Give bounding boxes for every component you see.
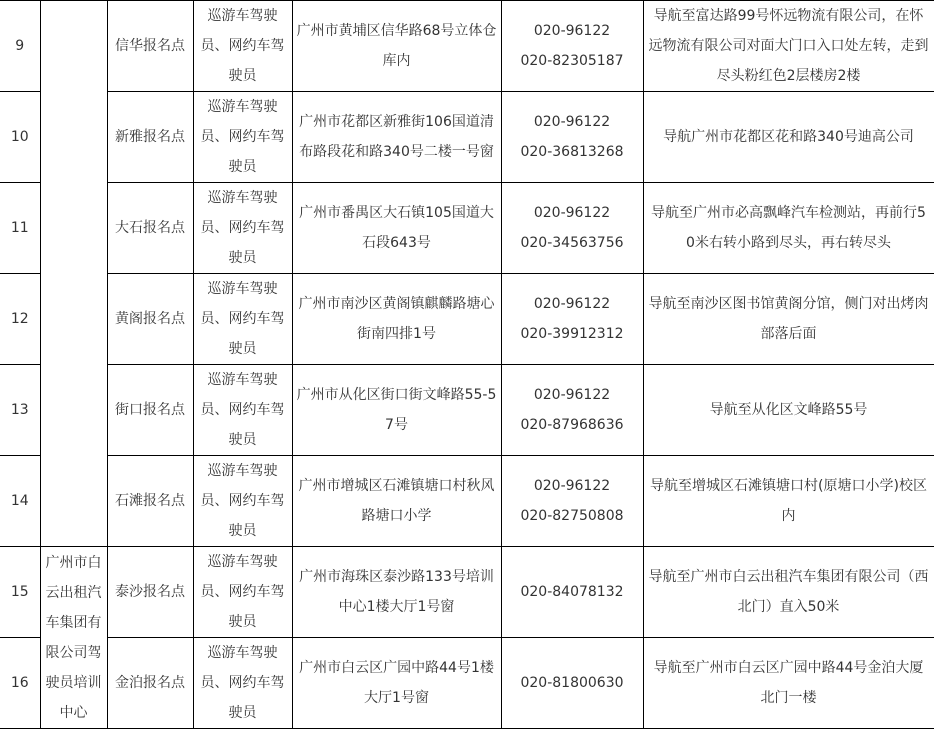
navigation-guide: 导航至从化区文峰路55号 (643, 365, 934, 456)
registration-point-name: 黄阁报名点 (107, 274, 193, 365)
target-drivers: 巡游车驾驶员、网约车驾驶员 (193, 365, 292, 456)
registration-point-name: 街口报名点 (107, 365, 193, 456)
registration-point-name: 新雅报名点 (107, 92, 193, 183)
phone-primary: 020-96122 (533, 387, 611, 403)
target-drivers: 巡游车驾驶员、网约车驾驶员 (193, 547, 292, 638)
row-number: 15 (0, 547, 40, 638)
address: 广州市花都区新雅街106国道清布路段花和路340号二楼一号窗 (292, 92, 501, 183)
row-number: 12 (0, 274, 40, 365)
phone-cell (501, 274, 643, 365)
table-row (0, 274, 934, 365)
navigation-guide: 导航至增城区石滩镇塘口村(原塘口小学)校区内 (643, 456, 934, 547)
table-row (0, 1, 934, 92)
target-drivers: 巡游车驾驶员、网约车驾驶员 (193, 183, 292, 274)
target-drivers: 巡游车驾驶员、网约车驾驶员 (193, 1, 292, 92)
navigation-guide: 导航广州市花都区花和路340号迪高公司 (643, 92, 934, 183)
phone-primary: 020-96122 (533, 114, 611, 130)
phone-secondary: 020-36813268 (520, 144, 624, 160)
address: 广州市海珠区泰沙路133号培训中心1楼大厅1号窗 (292, 547, 501, 638)
phone-primary: 020-96122 (533, 23, 611, 39)
navigation-guide: 导航至广州市白云区广园中路44号金泊大厦北门一楼 (643, 638, 934, 729)
table-row (0, 183, 934, 274)
phone-cell (501, 547, 643, 638)
phone-cell (501, 456, 643, 547)
address: 广州市黄埔区信华路68号立体仓库内 (292, 1, 501, 92)
phone-primary: 020-96122 (533, 205, 611, 221)
table-row (0, 92, 934, 183)
phone-secondary: 020-34563756 (520, 235, 624, 251)
phone-secondary: 020-82750808 (520, 508, 624, 524)
navigation-guide: 导航至南沙区图书馆黄阁分馆，侧门对出烤肉部落后面 (643, 274, 934, 365)
navigation-guide: 导航至富达路99号怀远物流有限公司，在怀远物流有限公司对面大门口入口处左转，走到尽头粉红色2层楼房2楼 (643, 1, 934, 92)
registration-point-name: 金泊报名点 (107, 638, 193, 729)
address: 广州市番禺区大石镇105国道大石段643号 (292, 183, 501, 274)
registration-point-name: 大石报名点 (107, 183, 193, 274)
target-drivers: 巡游车驾驶员、网约车驾驶员 (193, 274, 292, 365)
registration-point-name: 泰沙报名点 (107, 547, 193, 638)
target-drivers: 巡游车驾驶员、网约车驾驶员 (193, 638, 292, 729)
registration-point-name: 信华报名点 (107, 1, 193, 92)
phone-secondary: 020-82305187 (520, 53, 624, 69)
phone-cell (501, 92, 643, 183)
table-row (0, 638, 934, 729)
row-number: 14 (0, 456, 40, 547)
address: 广州市白云区广园中路44号1楼大厅1号窗 (292, 638, 501, 729)
phone-secondary: 020-39912312 (520, 326, 624, 342)
row-number: 13 (0, 365, 40, 456)
phone-primary: 020-96122 (533, 478, 611, 494)
target-drivers: 巡游车驾驶员、网约车驾驶员 (193, 92, 292, 183)
row-number: 11 (0, 183, 40, 274)
registration-point-name: 石滩报名点 (107, 456, 193, 547)
target-drivers: 巡游车驾驶员、网约车驾驶员 (193, 456, 292, 547)
phone-cell (501, 365, 643, 456)
row-number: 9 (0, 1, 40, 92)
table-row (0, 547, 934, 638)
table-row (0, 456, 934, 547)
phone-cell (501, 1, 643, 92)
org-cell-continued (40, 1, 107, 547)
navigation-guide: 导航至广州市必高飘峰汽车检测站，再前行50米右转小路到尽头，再右转尽头 (643, 183, 934, 274)
phone-primary: 020-84078132 (520, 584, 624, 600)
phone-primary: 020-81800630 (520, 675, 624, 691)
navigation-guide: 导航至广州市白云出租汽车集团有限公司（西北门）直入50米 (643, 547, 934, 638)
organization-name: 广州市白云出租汽车集团有限公司驾驶员培训中心 (40, 547, 107, 729)
address: 广州市南沙区黄阁镇麒麟路塘心街南四排1号 (292, 274, 501, 365)
phone-primary: 020-96122 (533, 296, 611, 312)
table-row (0, 365, 934, 456)
address: 广州市增城区石滩镇塘口村秋风路塘口小学 (292, 456, 501, 547)
address: 广州市从化区街口街文峰路55-57号 (292, 365, 501, 456)
phone-cell (501, 638, 643, 729)
row-number: 10 (0, 92, 40, 183)
phone-secondary: 020-87968636 (520, 417, 624, 433)
row-number: 16 (0, 638, 40, 729)
phone-cell (501, 183, 643, 274)
